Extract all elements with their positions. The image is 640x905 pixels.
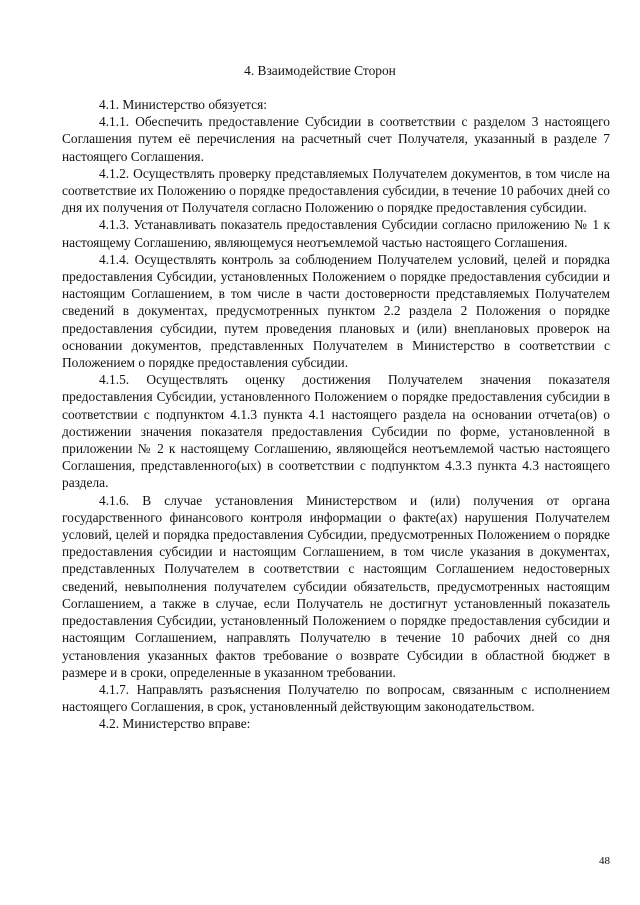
paragraph-4-1-5: 4.1.5. Осуществлять оценку достижения Получателем значения показателя предоставления Субсидии, установленного Положением о порядке предоставления субсидии в соответствии с подпунктом 4.1.3 пункта 4.1 настоящего раздела на основании отчета(ов) о достижении значения показателя предоставления Субсидии по форме, установленной в приложении № 2 к настоящему Соглашению, являющейся неотъемлемой частью настоящего Соглашения, представленного(ых) в соответствии с подпунктом 4.3.3 пункта 4.3 настоящего раздела.: [62, 372, 610, 491]
paragraph-4-1-3: 4.1.3. Устанавливать показатель предоставления Субсидии согласно приложению № 1 к настоящему Соглашению, являющемуся неотъемлемой частью настоящего Соглашения.: [62, 217, 610, 250]
section-title: 4. Взаимодействие Сторон: [244, 63, 396, 78]
paragraph-4-1-1: 4.1.1. Обеспечить предоставление Субсидии в соответствии с разделом 3 настоящего Соглашения путем её перечисления на расчетный счет Получателя, указанный в разделе 7 настоящего Соглашения.: [62, 114, 610, 164]
page-number: 48: [599, 855, 610, 867]
paragraph-4-1-7: 4.1.7. Направлять разъяснения Получателю по вопросам, связанным с исполнением настоящего Соглашения, в срок, установленный действующим законодательством.: [62, 681, 610, 715]
paragraph-4-1-4: 4.1.4. Осуществлять контроль за соблюдением Получателем условий, целей и порядка предоставления Субсидии, установленных Положением о порядке предоставления субсидии и настоящим Соглашением, в том числе в части достоверности представляемых Получателем сведений в документах, предусмотренных пунктом 2.2 раздела 2 Положения о порядке предоставления субсидии, путем проведения плановых и (или) внеплановых проверок на основании документов, представленных Получателем в Министерство в соответствии с Положением о порядке предоставления субсидии.: [62, 251, 610, 371]
paragraph-4-1: 4.1. Министерство обязуется:: [99, 97, 267, 112]
paragraph-4-1-2: 4.1.2. Осуществлять проверку представляемых Получателем документов, в том числе на соответствие их Положению о порядке предоставления субсидии, в течение 10 рабочих дней со дня их получения от Получателя согласно Положению о порядке предоставления субсидии.: [62, 165, 610, 216]
paragraph-4-2: 4.2. Министерство вправе:: [99, 716, 251, 732]
paragraph-4-1-6: 4.1.6. В случае установления Министерством и (или) получения от органа государственного финансового контроля информации о факте(ах) нарушения Получателем условий, целей и порядка предоставления Субсидии, предусмотренных Положением о порядке предоставления субсидии и настоящим Соглашением, в том числе указания в документах, представленных Получателем в соответствии с настоящим Соглашением недостоверных сведений, невыполнения получателем субсидии обязательств, предусмотренных настоящим Соглашением, а также в случае, если Получатель не достигнут установленный показатель предоставления Субсидии, установленный Положением о порядке предоставления субсидии и настоящим Соглашением, направлять Получателю в течение 10 рабочих дней со дня установления указанных фактов требование о возврате Субсидии в областной бюджет в размере и в сроки, определенные в указанном требовании.: [62, 492, 610, 680]
document-body: [62, 96, 610, 733]
